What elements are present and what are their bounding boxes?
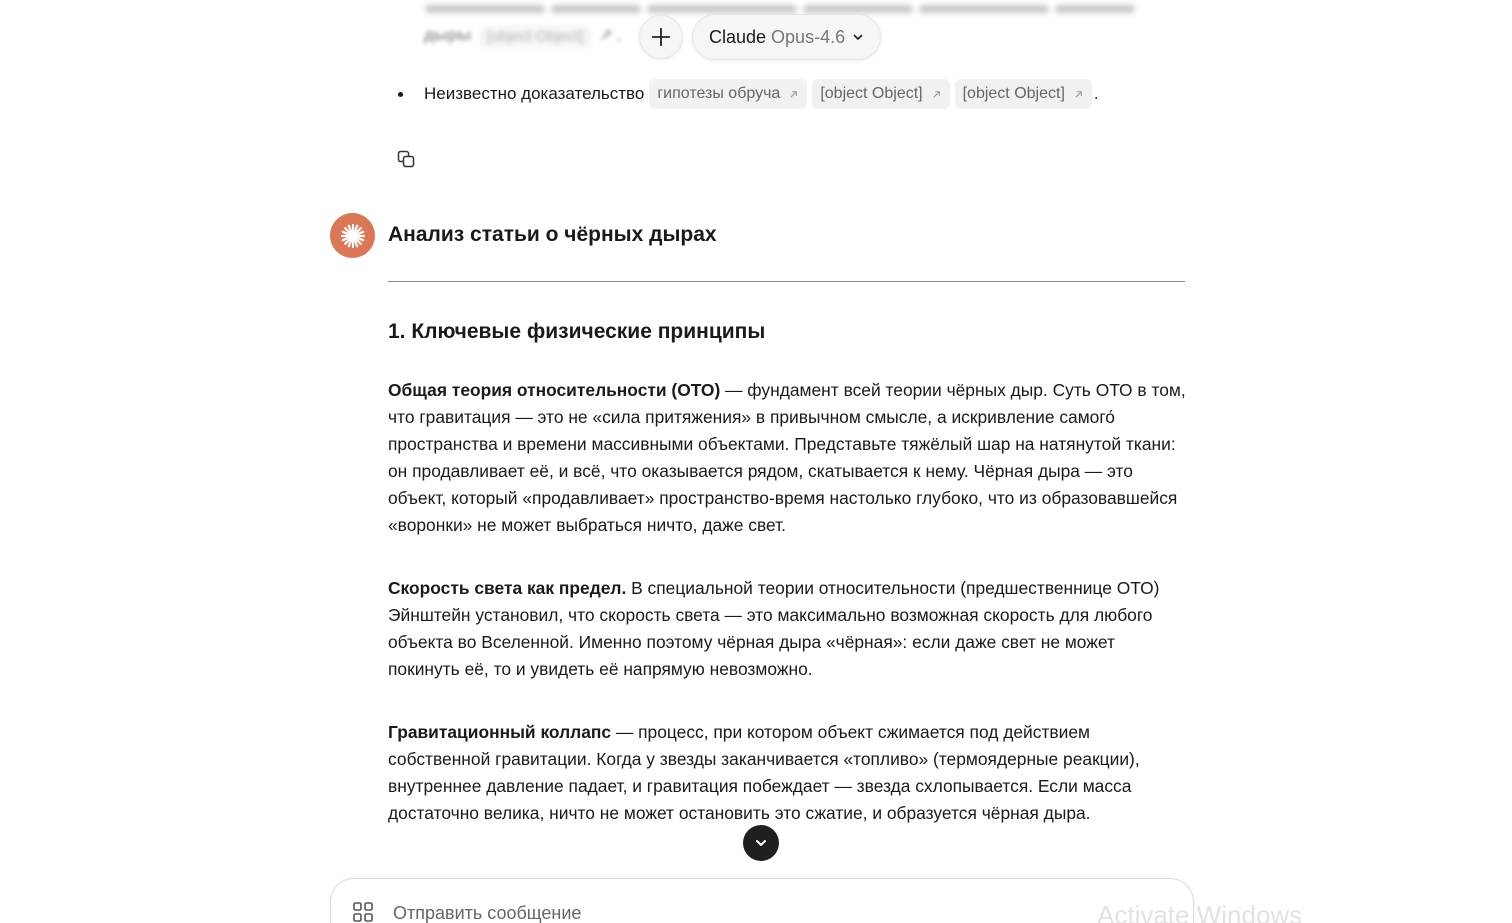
message-composer xyxy=(330,878,1194,923)
activate-windows-watermark: Activate Windows xyxy=(1097,900,1303,923)
chevron-down-icon xyxy=(754,836,768,850)
message-input[interactable] xyxy=(393,899,1153,923)
blurred-text-line xyxy=(425,0,1155,12)
paragraph xyxy=(388,575,1188,683)
source-chip[interactable] xyxy=(955,79,1092,109)
copy-button[interactable] xyxy=(394,147,418,171)
chevron-down-icon xyxy=(852,31,864,43)
message-title: Анализ статьи о чёрных дырах xyxy=(388,223,717,246)
divider xyxy=(388,281,1185,282)
apps-grid-icon[interactable] xyxy=(352,901,374,923)
bullet-text: Неизвестно доказательство xyxy=(424,84,645,103)
bullet-dot xyxy=(398,92,403,97)
external-link-icon xyxy=(931,89,942,100)
paragraph-text: В специальной теории относительности (предшественнице ОТО) Эйнштейн установил, что скорость света — это максимально возможная скорость для любого объекта во Вселенной. Именно поэтому чёрная дыра «чёрная»: если даже свет не может покинуть её, то и увидеть её напрямую невозможно. xyxy=(388,578,1160,679)
paragraph xyxy=(388,719,1188,827)
model-variant: Opus-4.6 xyxy=(771,26,846,47)
claude-spark-icon xyxy=(340,223,366,249)
paragraph-text: — процесс, при котором объект сжимается под действием собственной гравитации. Когда у звезды заканчивается «топливо» (термоядерные реакции), внутреннее давление падает, и гравитация побеждает — звезда схлопывается. Если масса достаточно велика, ничто не может остановить это сжатие, и образуется чёрная дыра. xyxy=(388,722,1140,823)
source-chip-label: [object Object] xyxy=(962,85,1065,102)
blurred-row xyxy=(424,24,621,48)
external-link-icon xyxy=(788,89,799,100)
paragraph-text: — фундамент всей теории чёрных дыр. Суть ОТО в том, что гравитация — это не «сила притяжения» в привычном смысле, а искривление самого́ пространства и времени массивными объектами. Представьте тяжёлый шар на натянутой ткани: он продавливает её, и всё, что оказывается рядом, скатывается к нему. Чёрная дыра — это объект, который «продавливает» пространство-время настолько глубоко, что из образовавшейся «воронки» не может выбраться ничто, даже свет. xyxy=(388,380,1186,535)
source-chip[interactable] xyxy=(812,79,949,109)
blurred-word: дыры xyxy=(424,27,472,44)
list-item xyxy=(398,79,1099,109)
external-link-icon xyxy=(1073,89,1084,100)
source-chip[interactable] xyxy=(649,79,807,109)
paragraph-bold-term: Гравитационный коллапс xyxy=(388,722,612,742)
model-selector[interactable] xyxy=(692,14,881,60)
new-chat-plus-button[interactable] xyxy=(639,15,683,59)
paragraph-bold-term: Общая теория относительности (ОТО) xyxy=(388,380,721,400)
model-brand: Claude xyxy=(709,26,767,47)
section-heading: 1. Ключевые физические принципы xyxy=(388,320,766,343)
copy-icon xyxy=(396,149,416,169)
source-chip-label: гипотезы обруча xyxy=(657,85,781,102)
assistant-avatar xyxy=(330,213,375,258)
paragraph xyxy=(388,377,1188,539)
plus-icon xyxy=(650,26,672,48)
source-chip-label: [object Object] xyxy=(820,85,923,102)
bullet-end-period: . xyxy=(1093,84,1099,103)
paragraph-bold-term: Скорость света как предел. xyxy=(388,578,627,598)
blurred-source-chip: [object Object] xyxy=(479,26,591,47)
scroll-to-bottom-button[interactable] xyxy=(743,825,779,861)
blurred-arrow: ↗ . xyxy=(599,28,622,45)
